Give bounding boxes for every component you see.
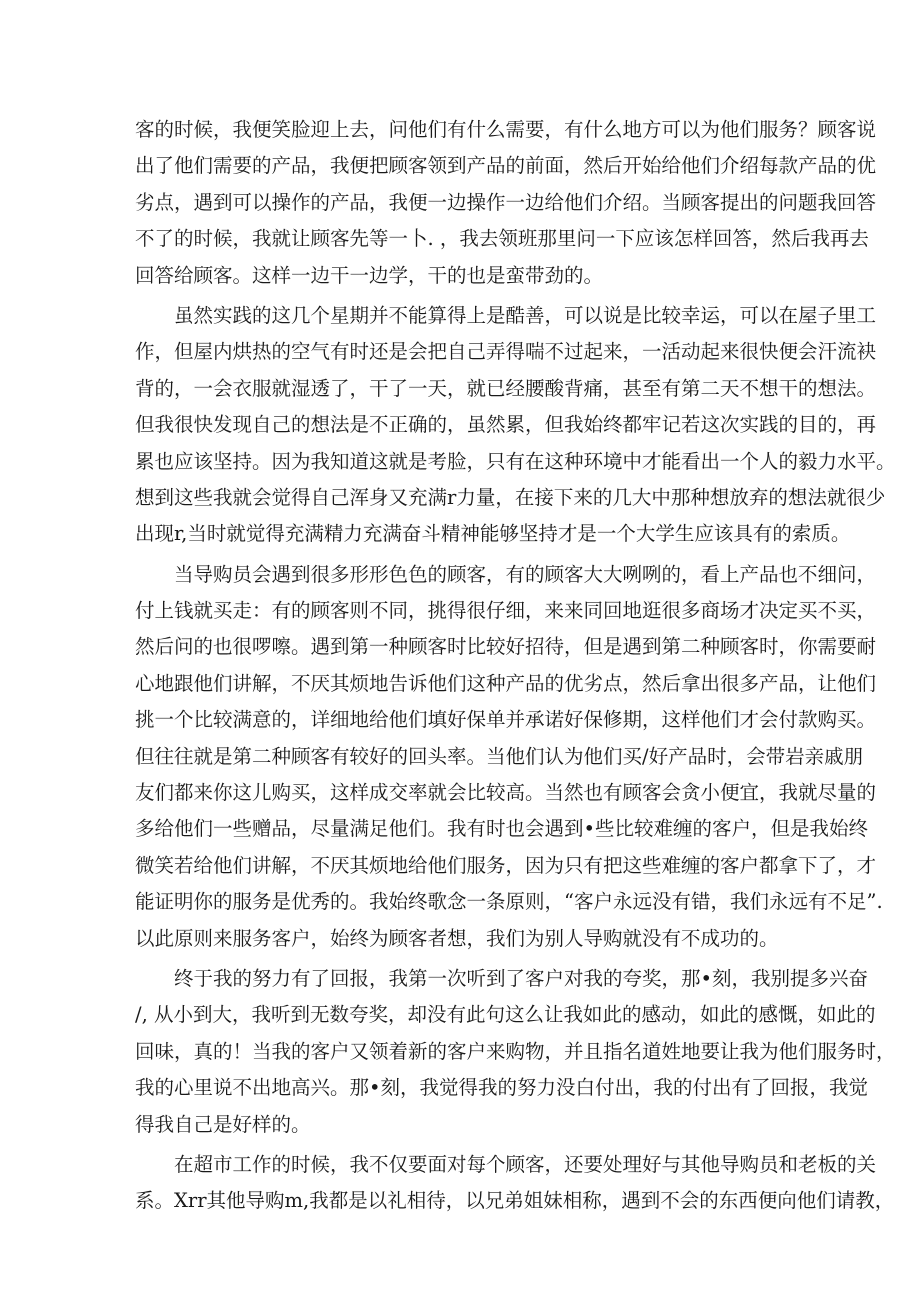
text-line: 不了的时候，我就让顾客先等一卜. ，我去领班那里问一下应该怎样回答，然后我再去	[135, 227, 869, 251]
text-line: 我的心里说不出地高兴。那•刻，我觉得我的努力没白付出，我的付出有了回报，我觉	[135, 1076, 869, 1100]
text-line: 然后问的也很啰嚓。遇到第一种顾客时比较好招待，但是遇到第二种顾客时，你需要耐	[135, 635, 877, 659]
text-line: 微笑若给他们讲解，不厌其烦地给他们服务，因为只有把这些难缠的客户都拿下了，才	[135, 853, 877, 877]
text-line: 回答给顾客。这样一边干一边学，干的也是蛮带劲的。	[135, 263, 604, 287]
text-line: 在超市工作的时候，我不仅要面对每个顾客，还要处理好与其他导购员和老板的关	[174, 1152, 877, 1176]
document-body	[135, 112, 896, 1220]
text-line: 背的，一会衣服就湿透了，干了一天，就已经腰酸背痛，甚至有第二天不想干的想法。	[135, 376, 877, 400]
text-line: 但往往就是第二种顾客有较好的回头率。当他们认为他们买/好产品时，会带岩亲戚朋	[135, 744, 864, 768]
text-line: 当导购员会遇到很多形形色色的顾客，有的顾客大大咧咧的，看上产品也不细问，	[174, 562, 877, 586]
text-line: 想到这些我就会觉得自己浑身又充满r力量，在接下来的几大中那种想放弃的想法就很少	[135, 485, 886, 509]
text-line: 劣点，遇到可以操作的产品，我便一边操作一边给他们介绍。当顾客提出的问题我回答	[135, 190, 877, 214]
text-line: 虽然实践的这几个星期并不能算得上是酷善，可以说是比较幸运，可以在屋子里工	[174, 303, 877, 327]
text-line: 系。Xrr其他导购m,我都是以礼相待，以兄弟姐妹相称，遇到不会的东西便向他们请教，	[135, 1189, 895, 1213]
text-line: 出了他们需要的产品，我便把顾客领到产品的前面，然后开始给他们介绍每款产品的优	[135, 154, 877, 178]
text-line: 但我很快发现自己的想法是不正确的，虽然累，但我始终都牢记若这次实践的目的，再	[135, 413, 877, 437]
text-line: 能证明你的服务是优秀的。我始终歌念一条原则，“客户永远没有错，我们永远有不足”.	[135, 890, 883, 914]
text-line: 得我自己是好样的。	[135, 1112, 311, 1136]
text-line: 出现r,当时就觉得充满精力充满奋斗精神能够坚持才是一个大学生应该具有的索质。	[135, 522, 851, 546]
paragraph	[135, 298, 896, 553]
paragraph	[135, 112, 877, 294]
paragraph	[135, 557, 883, 957]
text-line: 累也应该坚持。因为我知道这就是考脸，只有在这种环境中才能看出一个人的毅力水平。	[135, 449, 896, 473]
text-line: 以此原则来服务客户，始终为顾客者想，我们为别人导购就没有不成功的。	[135, 926, 779, 950]
text-line: 挑一个比较满意的，详细地给他们填好保单并承诺好保修期，这样他们才会付款购买。	[135, 708, 877, 732]
text-line: 回味，真的！当我的客户又领着新的客户来购物，并且指名道姓地要让我为他们服务时，	[135, 1039, 896, 1063]
text-line: 客的时候，我便笑脸迎上去，问他们有什么需要，有什么地方可以为他们服务？顾客说	[135, 118, 877, 141]
text-line: 终于我的努力有了回报，我第一次听到了客户对我的夸奖，那•刻，我别提多兴奋	[174, 966, 869, 990]
text-line: 付上钱就买走：有的顾客则不同，挑得很仔细，来来同回地逛很多商场才决定买不买，	[135, 599, 877, 623]
paragraph	[135, 961, 896, 1143]
text-line: 心地跟他们讲解，不厌其烦地告诉他们这种产品的优劣点，然后拿出很多产品，让他们	[135, 671, 877, 695]
text-line: /, 从小到大，我听到无数夸奖，却没有此句这么让我如此的感动，如此的感慨，如此的	[135, 1003, 876, 1027]
text-line: 友们都来你这儿购买，这样成交率就会比较高。当然也有顾客会贪小便宜，我就尽量的	[135, 781, 877, 805]
text-line: 作，但屋内烘热的空气有时还是会把自己弄得喘不过起来，一活动起来很快便会汗流袂	[135, 340, 877, 364]
paragraph	[135, 1147, 895, 1220]
text-line: 多给他们一些赠品，尽量满足他们。我有时也会遇到•些比较难缠的客户，但是我始终	[135, 817, 869, 841]
